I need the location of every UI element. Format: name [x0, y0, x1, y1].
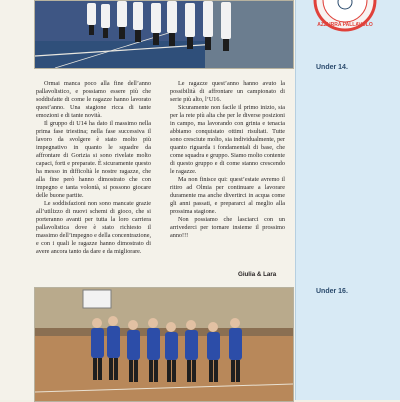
sidebar-panel: [295, 0, 400, 400]
article-column-left: [36, 80, 151, 256]
under-14-label: Under 14.: [316, 64, 348, 71]
team-photo-bottom: [34, 287, 294, 402]
left-paragraph-3: Le soddisfazioni non sono mancate grazie all’utilizzo di nuovi schemi di gioco, che si porteranno avanti per tutta la loro carriera pallavolistica dove è stato richiesto il massimo dell’impegno e della concentrazione, e con i quali le ragazze hanno dimostrato di avere ancora tanto da dare e da migliorare.: [36, 200, 151, 255]
right-paragraph-4: Non possiamo che lasciarci con un arrivederci per tornare insieme il prossimo anno!!!: [170, 216, 285, 239]
right-paragraph-3: Ma non finisce qui: quest’estate avremo il ritiro ad Olmia per continuare a lavorare duramente ma anche divertirci in acqua come gli anni passati, e prepararci al meglio alla prossima stagione.: [170, 176, 285, 215]
left-paragraph-2: Il gruppo di U14 ha dato il massimo nella prima fase triestina; nella fase successiva il lavoro da svolgere è stato molto più impegnativo in quanto le squadre da affrontare di Gorizia si sono rivelate molto capaci, forti e preparate. È sicuramente questo ha messo in difficoltà le nostre ragazze, che alla fine però hanno dimostrato che con impegno e tanta volontà, si possono giocare delle buone partite.: [36, 120, 151, 199]
logo-icon: [312, 0, 378, 32]
logo-text: AZZURRA PALLAVOLO: [317, 22, 373, 28]
right-paragraph-1: Le ragazze quest’anno hanno avuto la possibilità di affrontare un campionato di serie più alto, l’U16.: [170, 80, 285, 103]
photo-bottom-illustration: [35, 288, 293, 401]
under-16-label: Under 16.: [316, 288, 348, 295]
article-signature: Giulia & Lara: [238, 271, 277, 278]
club-logo: [312, 0, 378, 32]
article-column-right: [170, 80, 285, 240]
right-paragraph-2: Sicuramente non facile il primo inizio, sia per la rete più alta che per le diverse posizioni in campo, ma lavorando con grinta e tenacia abbiamo conquistato ottimi risultati. Tutte sono cresciute molto, sia individualmente, per quanto riguarda i fondamentali di base, che come squadra e gruppo. Siamo molto contente di questo gruppo e di come stanno crescendo le ragazze.: [170, 104, 285, 175]
team-photo-top: [34, 0, 294, 69]
photo-top-illustration: [35, 1, 293, 68]
left-paragraph-1: Ormai manca poco alla fine dell’anno pallavolistico, e possiamo essere più che soddisfatte di come le ragazze hanno lavorato quest’anno. Una stagione ricca di tante emozioni e di tante novità.: [36, 80, 151, 119]
